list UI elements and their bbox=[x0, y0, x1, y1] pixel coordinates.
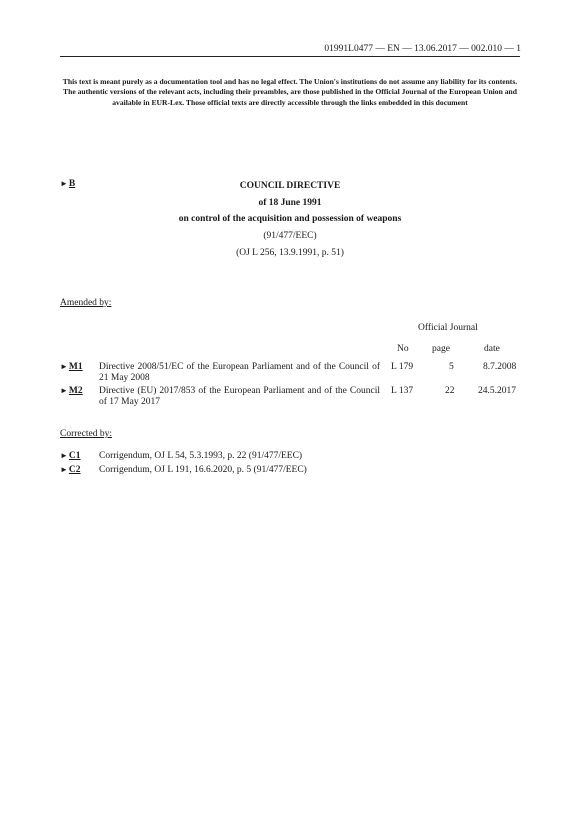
disclaimer-text: This text is meant purely as a documentation tool and has no legal effect. The Union's institutions do not assume any liability for its contents. The authentic versions of the relevant acts, including their preambles, are those published in the Official Journal of the European Union and available in EUR-Lex. Those official texts are directly accessible through the links embedded in this document bbox=[62, 77, 518, 107]
marker-arrow-icon: ► bbox=[60, 386, 68, 395]
corrigendum-marker[interactable] bbox=[60, 465, 81, 475]
amendment-description: Directive 2008/51/EC of the European Parliament and of the Council of 21 May 2008 bbox=[99, 362, 380, 383]
amendment-oj-date: 24.5.2017 bbox=[478, 386, 516, 396]
act-subject-title: on control of the acquisition and possession of weapons bbox=[178, 214, 402, 225]
column-header-date: date bbox=[484, 344, 500, 354]
amendment-link-m1[interactable]: M1 bbox=[68, 362, 83, 372]
document-identifier: 01991L0477 — EN — 13.06.2017 — 002.010 — 1 bbox=[324, 44, 521, 54]
act-oj-reference: (OJ L 256, 13.9.1991, p. 51) bbox=[236, 247, 344, 258]
corrigendum-link-c1[interactable]: C1 bbox=[68, 451, 81, 461]
amendment-oj-number: L 137 bbox=[391, 386, 414, 396]
marker-arrow-icon: ► bbox=[60, 362, 68, 371]
amendment-oj-date: 8.7.2008 bbox=[483, 362, 517, 372]
amendment-oj-page: 22 bbox=[445, 386, 455, 396]
amendment-oj-page: 5 bbox=[449, 362, 454, 372]
column-header-page: page bbox=[432, 344, 450, 354]
amendment-marker[interactable] bbox=[60, 386, 83, 396]
amendment-description: Directive (EU) 2017/853 of the European Parliament and of the Council of 17 May 2017 bbox=[99, 386, 380, 407]
column-header-no: No bbox=[397, 344, 409, 354]
amendment-oj-number: L 179 bbox=[391, 362, 414, 372]
corrigendum-description: Corrigendum, OJ L 54, 5.3.1993, p. 22 (91/477/EEC) bbox=[99, 451, 303, 461]
official-journal-header: Official Journal bbox=[418, 323, 478, 333]
amendment-link-m2[interactable]: M2 bbox=[68, 386, 83, 396]
act-date-title: of 18 June 1991 bbox=[258, 197, 322, 208]
corrigendum-description: Corrigendum, OJ L 191, 16.6.2020, p. 5 (91/477/EEC) bbox=[99, 465, 307, 475]
base-act-link[interactable]: B bbox=[68, 179, 76, 189]
marker-arrow-icon: ► bbox=[60, 179, 68, 188]
amendment-marker[interactable] bbox=[60, 362, 83, 372]
act-type-title: COUNCIL DIRECTIVE bbox=[239, 181, 341, 191]
header-rule bbox=[60, 56, 520, 57]
corrigendum-link-c2[interactable]: C2 bbox=[68, 465, 81, 475]
corrigendum-marker[interactable] bbox=[60, 451, 81, 461]
corrected-by-label: Corrected by: bbox=[60, 429, 112, 439]
act-title-block bbox=[60, 178, 520, 261]
act-reference: (91/477/EEC) bbox=[263, 231, 317, 242]
marker-arrow-icon: ► bbox=[60, 451, 68, 460]
amended-by-label: Amended by: bbox=[60, 298, 112, 308]
marker-arrow-icon: ► bbox=[60, 465, 68, 474]
